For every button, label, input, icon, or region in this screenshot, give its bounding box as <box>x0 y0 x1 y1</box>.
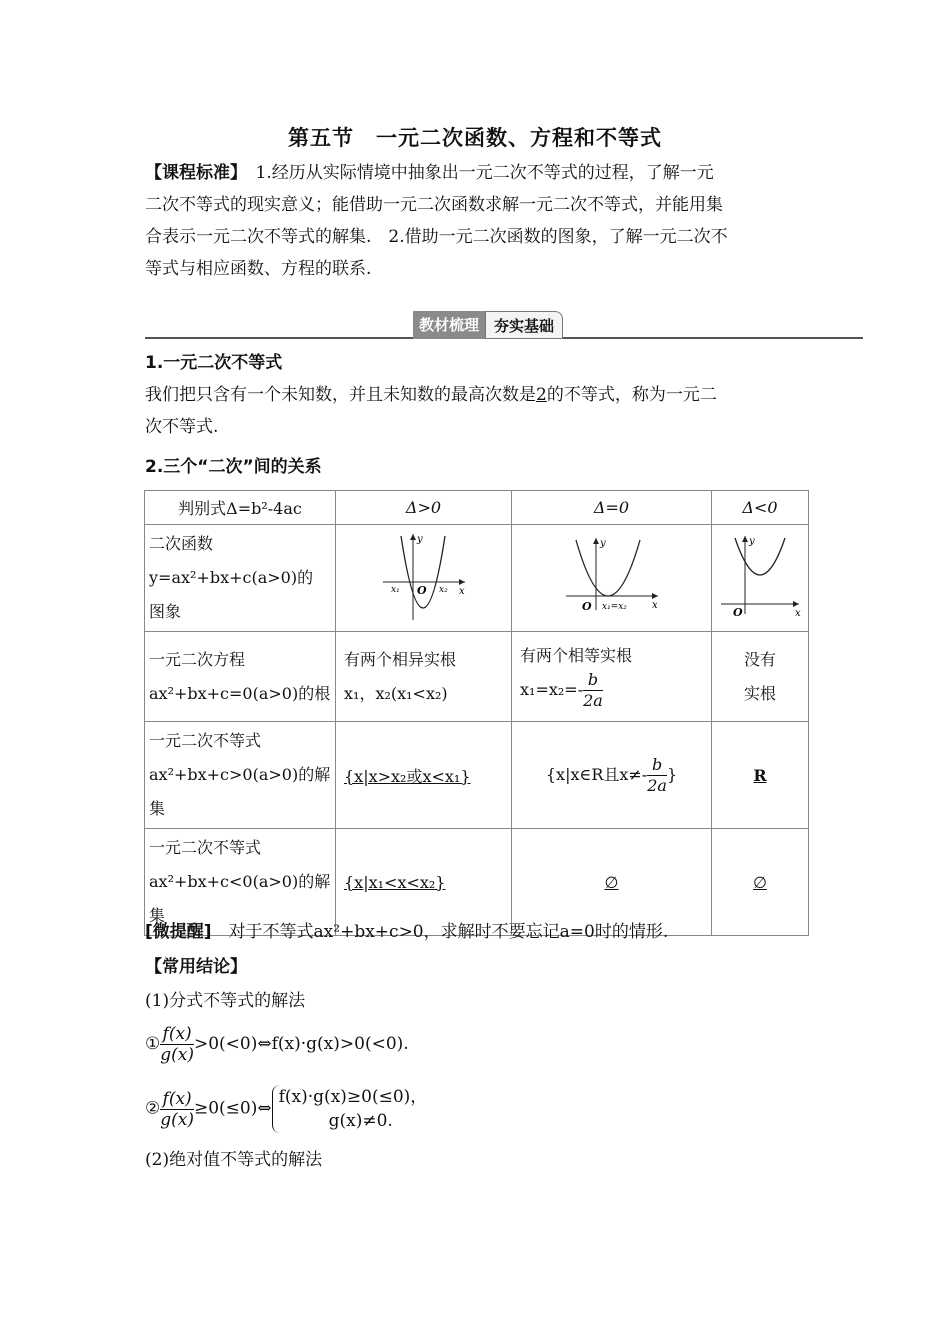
root-label: x₁=x₂ <box>601 602 627 612</box>
standard-line: 二次不等式的现实意义；能借助一元二次函数求解一元二次不等式，并能用集 <box>145 195 723 215</box>
cell-text: 一元二次不等式 <box>149 731 262 750</box>
origin-label: O <box>416 584 427 597</box>
formula-mark: ② <box>145 1098 161 1119</box>
row-equation <box>145 632 336 722</box>
cell-text: 有两个相异实根 <box>344 649 457 669</box>
graph-double-root <box>512 525 712 632</box>
cell-text: } <box>666 764 678 784</box>
page-title: 第五节 一元二次函数、方程和不等式 <box>288 125 662 150</box>
origin-label: O <box>581 600 592 613</box>
table-row <box>145 722 809 829</box>
graph-no-root <box>712 525 809 632</box>
fraction: $\frac{f(x)}{g(x)}$ <box>160 1024 194 1065</box>
standard-line: 1.经历从实际情境中抽象出一元二次不等式的过程，了解一元 <box>255 163 714 183</box>
cell-text: y=ax²+bx+c(a>0)的 <box>149 568 314 587</box>
standard-line: 合表示一元二次不等式的解集. 2.借助一元二次函数的图象，了解一元二次不 <box>145 227 728 247</box>
case-line: g(x)≠0. <box>328 1111 393 1131</box>
standard-line: 等式与相应函数、方程的联系. <box>145 259 372 279</box>
cell-text: {x|x∈R且x≠- <box>545 764 648 784</box>
sec2-heading: 2.三个“二次”间的关系 <box>145 457 322 477</box>
solution-gt-double-root <box>512 722 712 829</box>
cell-text: 有两个相等实根 <box>520 645 633 665</box>
cell-text: {x|x>x₂或x<x₁} <box>344 766 471 786</box>
x-axis-label: x <box>651 600 658 611</box>
sec1-text-c: 次不等式. <box>145 417 219 437</box>
sec1-text-a: 我们把只含有一个未知数，并且未知数的最高次数是 <box>145 385 536 405</box>
x-axis-label: x <box>458 586 465 597</box>
case-line: f(x)·g(x)≥0(≤0)， <box>278 1087 428 1107</box>
formula-mark: ① <box>145 1034 161 1054</box>
cell-text: 一元二次方程 <box>149 649 246 669</box>
conclusion-p2: (2)绝对值不等式的解法 <box>145 1150 323 1170</box>
sec1-heading: 1.一元二次不等式 <box>145 353 283 373</box>
cell-text: x₁=x₂=- <box>520 679 584 699</box>
graph-two-roots <box>336 525 512 632</box>
cell-text: x₁，x₂(x₁<x₂) <box>344 683 448 703</box>
x-axis-label: x <box>795 608 801 618</box>
no-real-root <box>712 632 809 722</box>
header-eq: Δ=0 <box>512 491 712 525</box>
fraction: $\frac{b}{2a}$ <box>583 669 603 710</box>
two-distinct-roots <box>336 632 512 722</box>
cell-text: ax²+bx+c>0(a>0)的解 <box>149 765 331 784</box>
cell-text: {x|x₁<x<x₂} <box>344 872 446 892</box>
origin-label: O <box>733 606 743 618</box>
tip-text: 对于不等式ax²+bx+c>0，求解时不要忘记a=0时的情形. <box>211 922 669 942</box>
formula-text: ≥0(≤0)⇔ <box>193 1098 272 1119</box>
standard-label: 【课程标准】 <box>145 163 239 183</box>
table-row <box>145 525 809 632</box>
root-label: x₂ <box>438 585 448 595</box>
header-discriminant: 判别式Δ=b²-4ac <box>145 491 336 525</box>
root-label: x₁ <box>390 585 400 595</box>
formula-2 <box>145 1085 805 1133</box>
sec1-text <box>145 379 805 443</box>
y-axis-label: y <box>416 534 423 545</box>
cell-text: 没有 <box>743 649 776 669</box>
tip-label: [微提醒] <box>145 922 212 942</box>
y-axis-label: y <box>749 536 755 547</box>
formula-1 <box>145 1024 805 1065</box>
parabola-two-roots-graph <box>379 530 469 622</box>
cell-text: 集 <box>149 799 166 818</box>
sec1-text-b: 的不等式，称为一元二 <box>546 385 717 405</box>
solution-gt-two-roots <box>336 722 512 829</box>
fraction: $\frac{b}{2a}$ <box>647 754 667 795</box>
sec1-answer: 2 <box>536 385 547 405</box>
banner-left: 教材梳理 <box>413 311 485 339</box>
header-gt: Δ>0 <box>336 491 512 525</box>
relation-table <box>144 490 809 936</box>
cell-text: R <box>753 765 767 785</box>
cell-text: ∅ <box>753 872 767 892</box>
cell-text: ax²+bx+c<0(a>0)的解 <box>149 872 331 891</box>
conclusion-p1: (1)分式不等式的解法 <box>145 991 306 1011</box>
cell-text: ax²+bx+c=0(a>0)的根 <box>149 683 331 703</box>
case-brace <box>272 1085 428 1133</box>
row-function <box>145 525 336 632</box>
course-standard <box>145 157 805 285</box>
cell-text: 实根 <box>743 683 776 703</box>
y-axis-label: y <box>599 538 606 549</box>
table-row <box>145 491 809 525</box>
cell-text: ∅ <box>604 872 619 892</box>
parabola-no-root-graph <box>717 534 803 618</box>
conclusion-label: 【常用结论】 <box>145 957 247 977</box>
tip <box>145 916 865 948</box>
cell-text: 二次函数 <box>149 534 214 553</box>
cell-text: 图象 <box>149 602 182 621</box>
banner-right: 夯实基础 <box>485 311 563 339</box>
table-row <box>145 632 809 722</box>
cell-text: 集 <box>149 906 166 925</box>
section-banner <box>413 311 563 339</box>
row-inequality-gt <box>145 722 336 829</box>
two-equal-roots <box>512 632 712 722</box>
solution-gt-no-root <box>712 722 809 829</box>
formula-text: >0(<0)⇔f(x)·g(x)>0(<0). <box>193 1034 409 1054</box>
fraction: $\frac{f(x)}{g(x)}$ <box>160 1088 194 1130</box>
cell-text: 一元二次不等式 <box>149 838 262 857</box>
parabola-double-root-graph <box>562 536 662 616</box>
header-lt: Δ<0 <box>712 491 809 525</box>
